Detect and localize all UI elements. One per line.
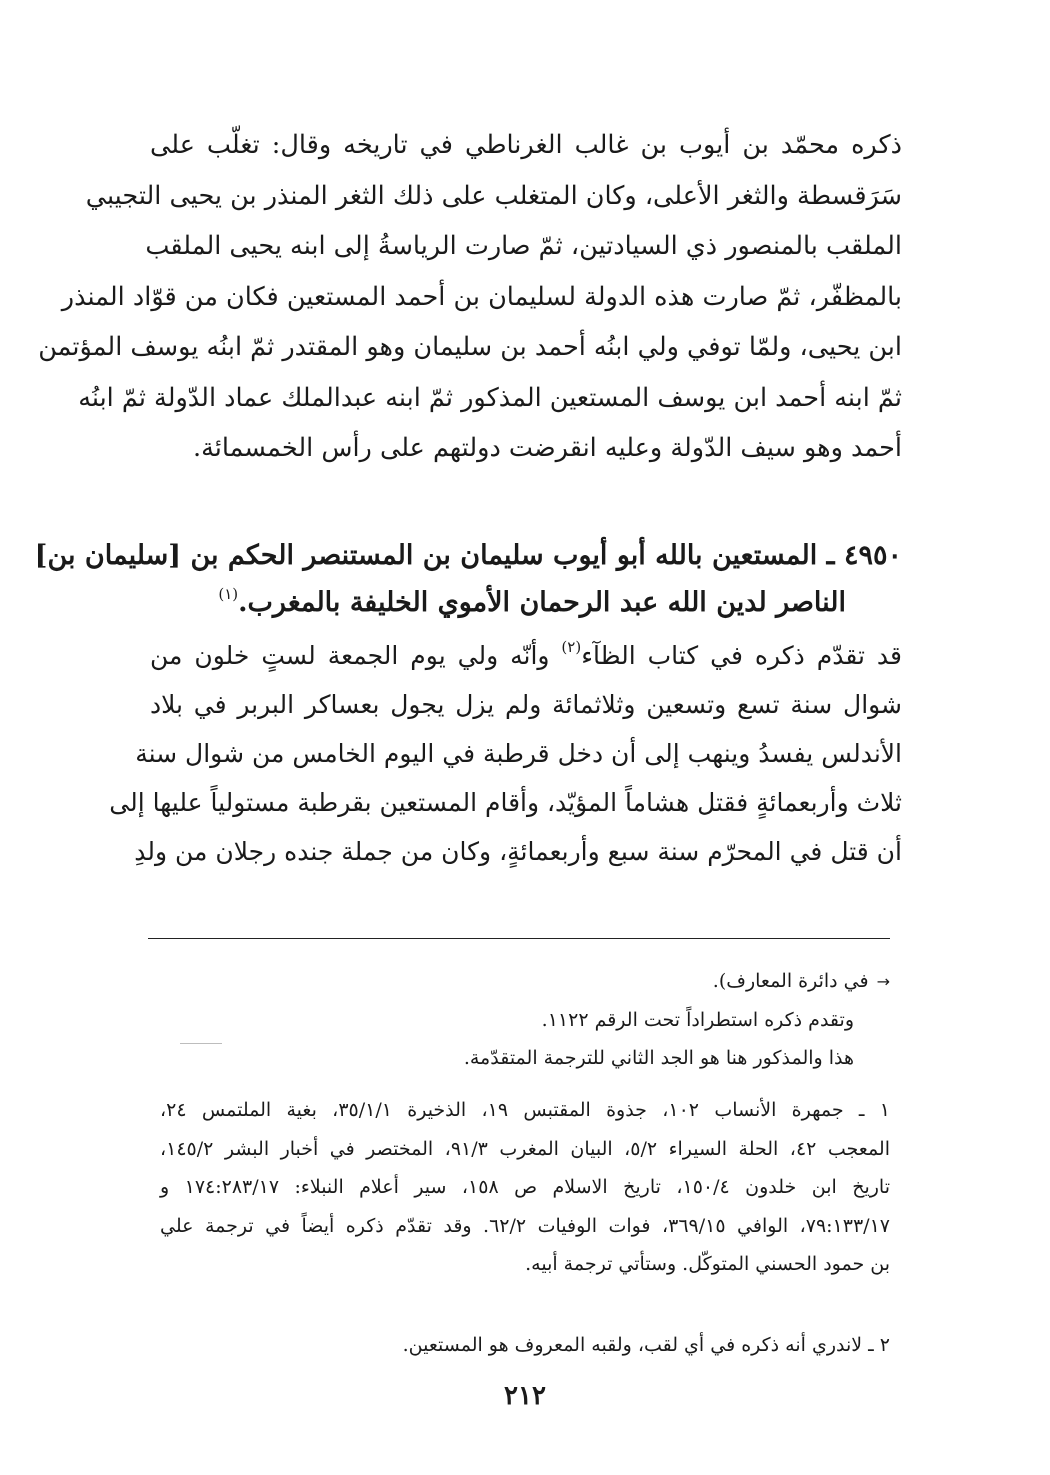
continuation-arrow-icon: → bbox=[876, 972, 890, 991]
text-line: الأندلس يفسدُ وينهب إلى أن دخل قرطبة في اليوم الخامس من شوال سنة bbox=[135, 739, 902, 768]
entry-title: المستعين بالله أبو أيوب سليمان بن المستنصر الحكم بن [سليمان بن] bbox=[34, 540, 818, 571]
text-line: الملقب بالمنصور ذي السيادتين، ثمّ صارت الرياسةُ إلى ابنه يحيى الملقب bbox=[145, 231, 902, 261]
entry-body bbox=[109, 631, 902, 876]
text-line: بالمظفّر، ثمّ صارت هذه الدولة لسليمان بن أحمد المستعين فكان من قوّاد المنذر bbox=[61, 281, 902, 312]
footnote-line: ٢ ـ لاندري أنه ذكره في أي لقب، ولقبه المعروف هو المستعين. bbox=[402, 1334, 890, 1356]
footnote-line: وتقدم ذكره استطراداً تحت الرقم ١١٢٢. bbox=[541, 1008, 854, 1031]
entry-heading-line: ٤٩٥٠ ـ المستعين بالله أبو أيوب سليمان بن المستنصر الحكم بن [سليمان بن] bbox=[34, 540, 902, 571]
text-fragment: في دائرة المعارف). bbox=[712, 970, 869, 992]
text-line: شوال سنة تسع وتسعين وثلاثمائة ولم يزل يجول بعساكر البربر في بلاد bbox=[150, 690, 902, 719]
footnote-line: ٧٩:١٣٣/١٧، الوافي ٣٦٩/١٥، فوات الوفيات ٦٢/٢. وقد تقدّم ذكره أيضاً في ترجمة علي bbox=[160, 1214, 890, 1237]
text-line: ذكره محمّد بن أيوب بن غالب الغرناطي في تاريخه وقال: تغلّب على bbox=[150, 130, 902, 160]
footnote-ref[interactable]: (٢) bbox=[561, 638, 582, 656]
text-line: أن قتل في المحرّم سنة سبع وأربعمائةٍ، وكان من جملة جنده رجلان من ولدِ bbox=[134, 837, 902, 866]
footnote-line: ١ ـ جمهرة الأنساب ١٠٢، جذوة المقتبس ١٩، الذخيرة ٣٥/١/١، بغية الملتمس ٢٤، bbox=[160, 1099, 891, 1121]
text-fragment: وأنّه ولي يوم الجمعة لستٍ خلون من bbox=[150, 641, 562, 670]
footnote-line bbox=[160, 962, 890, 1001]
text-line bbox=[150, 631, 902, 680]
entry-heading-line bbox=[150, 579, 902, 626]
footnote-2 bbox=[160, 1326, 890, 1365]
entry-title-cont: الناصر لدين الله عبد الرحمان الأموي الخليفة بالمغرب. bbox=[238, 587, 846, 618]
footnote-ref[interactable]: (١) bbox=[218, 585, 239, 603]
text-line: سَرَقسطة والثغر الأعلى، وكان المتغلب على ذلك الثغر المنذر بن يحيى التجيبي bbox=[85, 180, 902, 211]
text-fragment: قد تقدّم ذكره في كتاب الظآء bbox=[581, 641, 902, 670]
continuation-paragraph bbox=[38, 120, 902, 474]
text-line: ثلاث وأربعمائةٍ فقتل هشاماً المؤيّد، وأقام المستعين بقرطبة مستولياً عليها إلى bbox=[109, 788, 902, 817]
footnote-1 bbox=[160, 1091, 890, 1284]
page-number: ٢١٢ bbox=[504, 1381, 546, 1411]
entry-heading bbox=[34, 532, 902, 626]
footnote-divider bbox=[148, 938, 890, 939]
footnote-line: تاريخ ابن خلدون ١٥٠/٤، تاريخ الاسلام ص ١٥٨، سير أعلام النبلاء: ١٧٤:٢٨٣/١٧ و bbox=[160, 1176, 891, 1199]
footnote-line: هذا والمذكور هنا هو الجد الثاني للترجمة المتقدّمة. bbox=[463, 1047, 854, 1070]
footnote-line: المعجب ٤٢، الحلة السيراء ٥/٢، البيان المغرب ٩١/٣، المختصر في أخبار البشر ١٤٥/٢، bbox=[160, 1137, 890, 1160]
footnote-continued bbox=[160, 962, 890, 1078]
text-line: ثمّ ابنه أحمد ابن يوسف المستعين المذكور ثمّ ابنه عبدالملك عماد الدّولة ثمّ ابنُه bbox=[78, 382, 902, 413]
text-line: ابن يحيى، ولمّا توفي ولي ابنُه أحمد بن سليمان وهو المقتدر ثمّ ابنُه يوسف المؤتمن bbox=[38, 332, 902, 362]
text-line: أحمد وهو سيف الدّولة وعليه انقرضت دولتهم على رأس الخمسمائة. bbox=[193, 433, 902, 463]
footnote-line: بن حمود الحسني المتوكّل. وستأتي ترجمة أبيه. bbox=[525, 1253, 890, 1276]
entry-number: ٤٩٥٠ bbox=[843, 540, 902, 571]
